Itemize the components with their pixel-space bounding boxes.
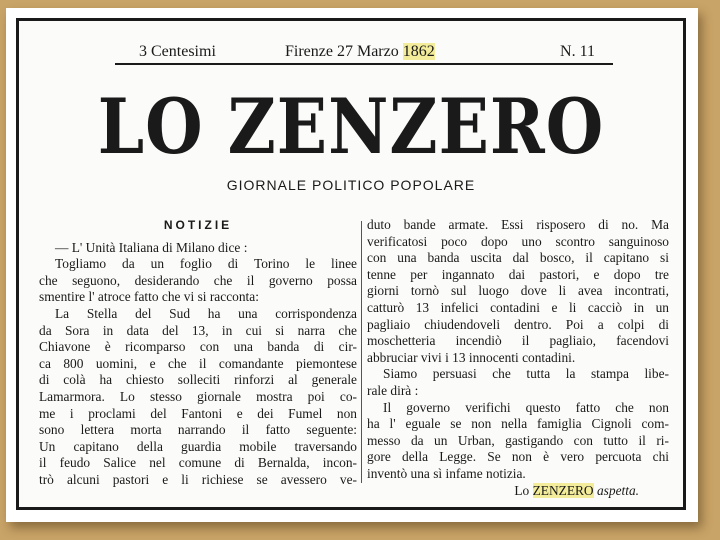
article-line: Un capitano della guardia mobile traversando (39, 438, 357, 454)
article-line: tenne per ingannato dai pastori, e dopo tre (367, 266, 669, 282)
article-line: Lamarmora. Lo stesso giornale mostra poi co- (39, 388, 357, 404)
left-column (39, 217, 357, 489)
section-heading: NOTIZIE (163, 218, 233, 232)
newspaper-page (16, 18, 686, 510)
dateline (285, 43, 435, 61)
right-column (367, 217, 669, 499)
place-date: Firenze 27 Marzo (285, 43, 399, 60)
column-divider (361, 221, 362, 483)
article-line: gore della Legge. Se non è vero percuota chi (367, 449, 669, 465)
article-line: trò alcuni pastori e li richiese se avessero ve- (39, 471, 357, 487)
article-line: il feudo Salice nel comune di Bernalda, incon- (39, 455, 357, 471)
article-line: Siamo persuasi che tutta la stampa libe- (383, 366, 669, 382)
article-line: abbruciar vivi i 13 innocenti contadini. (367, 349, 576, 365)
article-line: giorni tornò sul luogo dove li avea incontrati, (367, 283, 669, 299)
article-line: La Stella del Sud ha una corrispondenza (55, 305, 357, 321)
article-line: ha l' eguale se non nella famiglia Cignoli com- (367, 416, 669, 432)
article-line: catturò 13 infelici contadini e li cacciò in un (367, 299, 669, 315)
signature-suffix: aspetta. (596, 482, 639, 498)
price-label: 3 Centesimi (139, 43, 216, 60)
article-line: sono lettera morta narrando il fatto seguente: (39, 422, 357, 438)
signature-line (367, 483, 669, 500)
article-line: me i proclami del Fantoni e dei Fumel non (39, 405, 357, 421)
article-line: Togliamo da un foglio di Torino le linee (55, 256, 357, 272)
article-line: ca 800 uomini, e che il comandante piemontese (39, 355, 357, 371)
photo-frame (6, 8, 698, 522)
issue-number: N. 11 (560, 43, 595, 60)
article-line: — L' Unità Italiana di Milano dice : (55, 239, 248, 255)
article-line: con una banda uscita dal bosco, il capitano si (367, 250, 669, 266)
newspaper-subtitle: GIORNALE POLITICO POPOLARE (226, 177, 476, 193)
article-line: moschetteria incendiò il pagliaio, facendovi (367, 333, 669, 349)
article-line: Chiavone è ricomparso con una banda di cir- (39, 339, 357, 355)
article-line: da Sora in data del 13, in cui si narra che (39, 322, 357, 338)
masthead-bar (115, 41, 613, 65)
newspaper-title: LO ZENZERO (97, 81, 605, 172)
article-line: messo da un Urban, gastigando con tutto il ri- (367, 432, 669, 448)
article-line: di colà ha chiesto solleciti rinforzi al generale (39, 372, 357, 388)
signature-prefix: Lo (514, 482, 530, 498)
article-line: che seguono, desiderando che il governo possa (39, 272, 357, 288)
article-line: verificatosi poco dopo uno scontro sanguinoso (367, 233, 669, 249)
article-line: Il governo verifichi questo fatto che non (383, 399, 669, 415)
article-line: inventò una sì infame notizia. (367, 465, 526, 481)
year-highlight: 1862 (402, 43, 435, 60)
article-line: pagliaio chiudendoveli dentro. Poi a colpi di (367, 316, 669, 332)
signature-name: ZENZERO (532, 482, 594, 498)
article-line: duto bande armate. Essi risposero di no. Ma (367, 217, 669, 232)
article-line: rale dirà : (367, 382, 419, 398)
article-line: smentire l' atroce fatto che vi si racconta: (39, 289, 259, 305)
